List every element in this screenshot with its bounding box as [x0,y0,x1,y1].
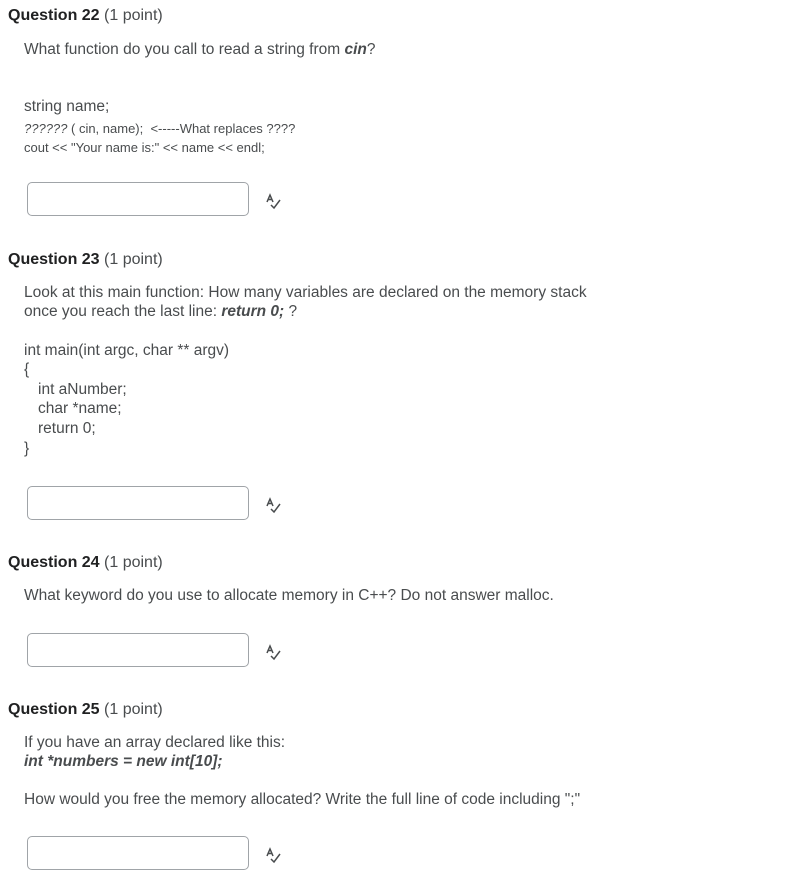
prompt-text: ? [284,303,298,320]
spellcheck-icon[interactable] [264,846,282,864]
prompt-text: ? [366,41,376,58]
question-title: Question 22 [8,7,100,24]
spellcheck-icon[interactable] [264,496,282,514]
question-23-heading [8,251,163,269]
code-line: } [24,440,30,457]
prompt-code: int *numbers = new int[10]; [24,753,223,770]
code-placeholder: ?????? [24,121,68,136]
question-points: (1 point) [104,701,163,718]
question-24-heading [8,554,163,572]
code-line: return 0; [38,420,96,437]
prompt-text: What function do you call to read a string from [24,41,345,58]
spellcheck-icon[interactable] [264,192,282,210]
question-22-prompt [24,41,376,59]
question-points: (1 point) [104,7,163,24]
prompt-text: How would you free the memory allocated? Write the full line of code including ";" [24,791,581,808]
prompt-text: If you have an array declared like this: [24,734,286,751]
question-23-prompt-line2 [24,303,297,321]
code-line: int aNumber; [38,381,127,398]
code-line: string name; [24,98,110,115]
question-23-answer-input[interactable] [27,486,249,520]
question-points: (1 point) [104,554,163,571]
question-points: (1 point) [104,251,163,268]
question-24-answer-input[interactable] [27,633,249,667]
prompt-emphasis: cin [344,41,367,58]
question-22-heading [8,7,163,25]
code-line: int main(int argc, char ** argv) [24,342,230,359]
question-25-heading [8,701,163,719]
code-line: char *name; [38,400,122,417]
prompt-text: Look at this main function: How many variables are declared on the memory stack [24,284,587,301]
question-title: Question 24 [8,554,100,571]
spellcheck-icon[interactable] [264,643,282,661]
question-25-answer-input[interactable] [27,836,249,870]
code-text: ( cin, name); <-----What replaces ???? [67,121,296,136]
prompt-emphasis: return 0; [221,303,285,320]
code-line: cout << "Your name is:" << name << endl; [24,140,265,155]
code-line: { [24,361,30,378]
question-22-answer-input[interactable] [27,182,249,216]
prompt-text: once you reach the last line: [24,303,222,320]
prompt-text: What keyword do you use to allocate memory in C++? Do not answer malloc. [24,587,554,604]
question-title: Question 25 [8,701,100,718]
question-title: Question 23 [8,251,100,268]
code-line [24,121,295,136]
